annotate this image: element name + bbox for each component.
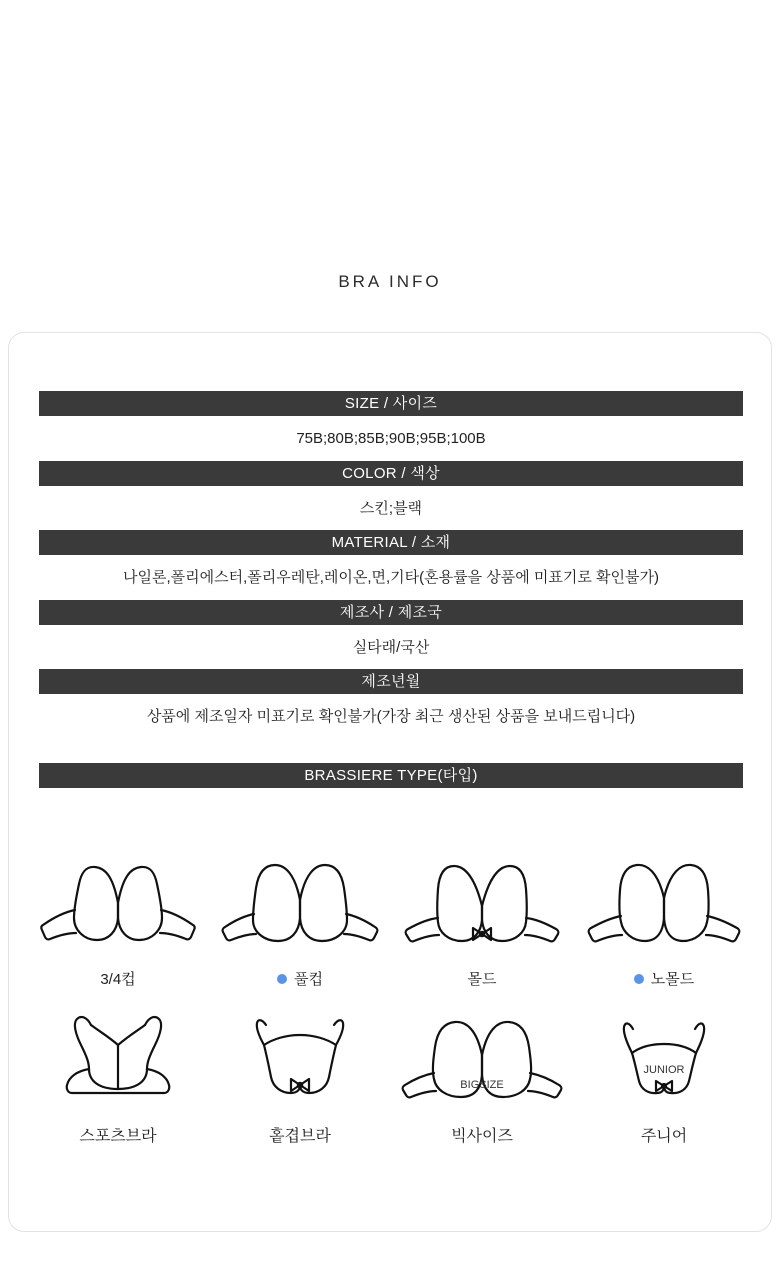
table-header-brassiere-type: BRASSIERE TYPE(타입) (39, 763, 743, 788)
single-layer-bra-icon (211, 1003, 389, 1113)
bra-type-label: 풀컵 (294, 971, 323, 988)
full-cup-bra-icon (211, 848, 389, 958)
table-value-manufacturer: 실타래/국산 (352, 638, 430, 656)
bra-type-caption (79, 1123, 156, 1146)
bra-type-item[interactable] (391, 848, 573, 989)
bra-type-label: 3/4컵 (100, 971, 136, 988)
non-molded-bra-icon (575, 848, 753, 958)
table-header-color: COLOR / 색상 (39, 461, 743, 486)
bra-type-caption (451, 1123, 513, 1146)
bra-type-label: 몰드 (467, 971, 497, 988)
table-header-manufacturer: 제조사 / 제조국 (39, 600, 743, 625)
bra-type-item[interactable] (573, 848, 755, 989)
bra-type-caption (641, 1123, 687, 1146)
junior-bra-icon (575, 1003, 753, 1113)
table-value-color: 스킨;블랙 (359, 499, 423, 517)
table-value-size: 75B;80B;85B;90B;95B;100B (296, 430, 486, 447)
bra-type-inner-label: JUNIOR (643, 1064, 685, 1076)
bra-type-inner-label: BIGSIZE (460, 1079, 504, 1091)
bra-type-label: 빅사이즈 (451, 1128, 513, 1145)
molded-bra-icon (393, 848, 571, 958)
table-value-material: 나일론,폴리에스터,폴리우레탄,레이온,면,기타(혼용률을 상품에 미표기로 확인불가) (123, 569, 659, 586)
table-value-manufacture-date: 상품에 제조일자 미표기로 확인불가(가장 최근 생산된 상품을 보내드립니다) (146, 708, 636, 725)
bra-type-caption (468, 968, 497, 989)
selected-dot-icon (277, 974, 287, 984)
info-table (39, 391, 743, 788)
bra-type-item[interactable] (573, 1003, 755, 1146)
bra-type-caption (100, 968, 135, 989)
big-size-bra-icon (393, 1003, 571, 1113)
bra-type-item[interactable] (27, 1003, 209, 1146)
page-title: BRA INFO (338, 272, 442, 291)
table-header-manufacture-date: 제조년월 (39, 669, 743, 694)
table-header-material: MATERIAL / 소재 (39, 530, 743, 555)
bra-type-label: 스포츠브라 (79, 1128, 157, 1145)
bra-type-caption (277, 968, 323, 989)
bra-type-caption (634, 968, 694, 989)
bra-type-label: 홑겹브라 (269, 1128, 331, 1145)
bra-type-item[interactable] (209, 1003, 391, 1146)
selected-dot-icon (634, 974, 644, 984)
bra-type-caption (269, 1123, 331, 1146)
bra-type-item[interactable] (27, 848, 209, 989)
bra-type-item[interactable] (391, 1003, 573, 1146)
bra-type-item[interactable] (209, 848, 391, 989)
bra-type-label: 노몰드 (650, 971, 695, 988)
info-card (8, 332, 772, 1232)
bra-type-grid (27, 848, 755, 1146)
three-quarter-cup-bra-icon (29, 848, 207, 958)
bra-type-label: 주니어 (640, 1128, 688, 1145)
table-header-size: SIZE / 사이즈 (39, 391, 743, 416)
sports-bra-icon (29, 1003, 207, 1113)
